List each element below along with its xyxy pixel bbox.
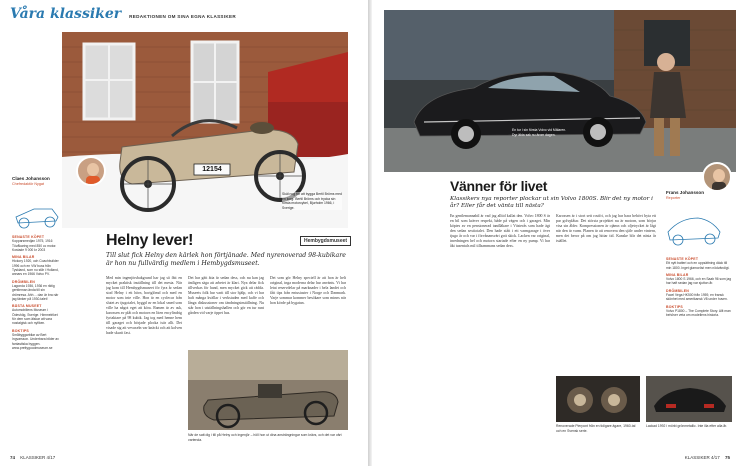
section-title: Våra klassiker	[10, 6, 122, 22]
right-page	[372, 0, 740, 466]
author-avatar	[76, 156, 106, 186]
museum-logo: Hembygdsmuseet	[300, 236, 351, 246]
page-number-value: 75	[724, 455, 730, 460]
car-rear-caption: Lackad 1992 i mörkt grönmetallic. Inte illa efter alla år.	[646, 424, 728, 428]
body-column-2: Karossen är i stort sett rostfri, och jag har bara behövt byta ett par golvplåtar. Det största projektet nu är motorn, som börjar visa sin ålder. Kompressionen är ojämn och oljetrycket är lågt när den är varm. Planen är att renovera den själv under vintern, men det beror på om jag hittar tid. Kanske blir det nästa år istället.	[556, 214, 656, 243]
author-name: Frans Johansson	[666, 190, 705, 195]
workshop-photo	[188, 350, 348, 430]
sketch-icon	[664, 206, 724, 252]
sidebar-label: BOKTIPS	[12, 328, 29, 333]
section-subtitle: REDAKTIONEN OM SINA EGNA KLASSIKER	[129, 14, 236, 19]
volvo-photo	[384, 10, 736, 172]
left-page	[0, 0, 368, 466]
section-header	[10, 6, 236, 20]
page-footer-label: KLASSIKER 4/17	[20, 455, 56, 460]
body-column-2: Det har gått åtta år sedan dess, och nu kan jag äntligen säga att arbetet är klart. Nya delar fick tillverkas för hand, men mycket gick att rädda. Museets folk har varit till stor hjälp, och vi har haft många kvällar i verkstaden med kaffe och långa diskussioner om tändningsinställning. Nu står hon i utställningshallen och gör en tur runt gården vid varje öppet hus.	[188, 276, 264, 315]
article-headline: Helny lever!	[106, 232, 194, 249]
sidebar-label: SENASTE KÖPET	[666, 257, 699, 261]
license-plate: 12154	[202, 166, 222, 173]
sidebar-text: Kopparsmedjan 1975, 1916 Tövåkaring med 850 cc motor. Kostade 9 000 kr 2003	[12, 239, 57, 252]
author-role: Reporter	[666, 196, 681, 200]
sidebar-label: BÄSTA MUSEET	[12, 304, 42, 309]
car-sketch	[664, 206, 724, 252]
right-sidebar	[666, 254, 732, 372]
sketch-icon	[12, 195, 62, 231]
sidebar-text: Volvo P1800 – The Complete Story. Allt man behöver veta om modellens historia.	[666, 308, 731, 318]
volvo-rear-photo	[646, 376, 732, 422]
sidebar-text: Ett nytt batteri och en uppsättning däck till min 1800. Inget glamoröst men nödvändigt.	[666, 261, 730, 270]
author-name: Claes Johansson	[12, 176, 50, 181]
sidebar-text: Automobiliens Museum i Ödeshög, Sverige. Himmelriket för dem som älskar att vara nostalgisk och nyfiken.	[12, 308, 58, 326]
sidebar-label: MINA BILAR	[12, 255, 35, 260]
page-number	[10, 455, 55, 460]
interior-caption: Renoverade Pierpont från en tidigare ägare, 1960-tal och en Svensk serie.	[556, 424, 636, 433]
sidebar-label: BOKTIPS	[666, 304, 683, 309]
article-headline: Vänner för livet	[450, 178, 548, 194]
sidebar-text: Lagonda 1936, 1936 en riktig gentleman ända till sin drömresa. Ahh… dan är bra när jag tänker på 1930-talet!	[12, 283, 59, 301]
volvo-1800-photo	[384, 10, 736, 172]
car-sketch	[12, 195, 62, 231]
car-rear-photo	[646, 376, 732, 422]
sidebar-label: SENASTE KÖPET	[12, 235, 45, 239]
sidebar-text: Småbyggarbilar av Bert Ingvarsson. Underbara bilder av fantastiska byggen. www.prettygoodmuseum.se	[12, 332, 59, 350]
author-role: Chefredaktör Nygat	[12, 182, 44, 186]
body-column-1: Med min ingenjörsbakgrund har jag så fått en mycket praktisk inställning till det mesta. När jag kom till Hembygdsmuseet för fyra år sedan stod Helny i ett hörn, bortglömd och med en motor som inte ville. Hon är en cyclecar från slutet av tjugotalet, byggd av en lokal smed som ville ha något eget att köra. Ramen är av ask, karossen av plåt och motorn en liten encylindrig fyrtaktare på 98 kubik. Jag tog med henne hem till garaget och började plocka isär allt. Det visade sig att vevaxeln var knäckt och att kolven hade skurit fast.	[106, 276, 182, 335]
body-column-3: Det som gör Helny speciell är att hon är helt original, inga moderna delar har använts. Vi har letat reservdelar på marknader i hela landet och fått tips från entusiaster i Norge och Danmark. Varje sommar kommer besökare som minns när hon körde på bygatan.	[270, 276, 346, 305]
body-column-1: En gentlemannabil är vad jag alltid kallat den. Volvo 1800 S är en bil som kräver respekt, både på vägen och i garaget. Min köptes av en pensionerad tandläkare i Västerås som hade ägt den sedan sextiotalet. Den hade stått i ett varmgarage i över tjugo år och var i förvånansvärt gott skick. Lacken var original, inredningen hel och motorn startade efter en ny pump. Vi har åkt tusentals mil tillsammans sedan dess.	[450, 214, 550, 248]
volvo-photo-caption: En tur i sin första Volvo vid Mälaren. Dyr äkta sak nu ärom dagen.	[512, 128, 567, 137]
sidebar-text: Volvo 1800 S 1966, och en Saab 96 som jag har haft sedan jag var sjutton år.	[666, 277, 732, 286]
article-lead: Klassikers nya reporter plockar ut sin Volvo 1800S. Blir det ny motor i år? Eller får det vänta till nästa?	[450, 196, 653, 209]
engine-photo	[188, 350, 348, 430]
page-footer-label: KLASSIKER 4/17	[684, 455, 720, 460]
engine-photo-caption: När de satt dig i till på Helny och ingenjör – höll hon ut dina ansträngningar som krävs, och det var värt vartenda.	[188, 433, 342, 442]
author-avatar	[702, 162, 732, 192]
interior-photo	[556, 376, 640, 422]
engine-bay-photo	[556, 376, 640, 422]
sidebar-label: DRÖMBILEN	[666, 288, 689, 293]
main-photo	[62, 32, 348, 228]
sidebar-label: DRÖMBILEN	[12, 279, 35, 284]
main-photo-caption: Skäl nog för att bygga Bertil Bröms med en korg. Bertil Bröms och trycka sin första motorcykel, Bjurholm 1966, i Sverige.	[282, 192, 342, 210]
article-lead: Till slut fick Helny den kärlek hon förtjänade. Med nyrenoverad 98-kubikare är hon nu fullvärdig medlem i Hembygdsmuseet.	[106, 252, 346, 267]
page-number-value: 74	[10, 455, 16, 460]
sidebar-label: MINA BILAR	[666, 272, 689, 277]
sidebar-text: Hickory 1920, och Coachbuilder 1996 och en VW buss från Tyskland, som nu står i Holland, annars en 1966 Volvo PV.	[12, 259, 59, 277]
sidebar-text: Facel Vega HK500 från 1959, en fransk skönhet med amerikansk V8 under huven.	[666, 293, 728, 302]
left-sidebar	[12, 232, 60, 432]
page-number	[685, 455, 730, 460]
